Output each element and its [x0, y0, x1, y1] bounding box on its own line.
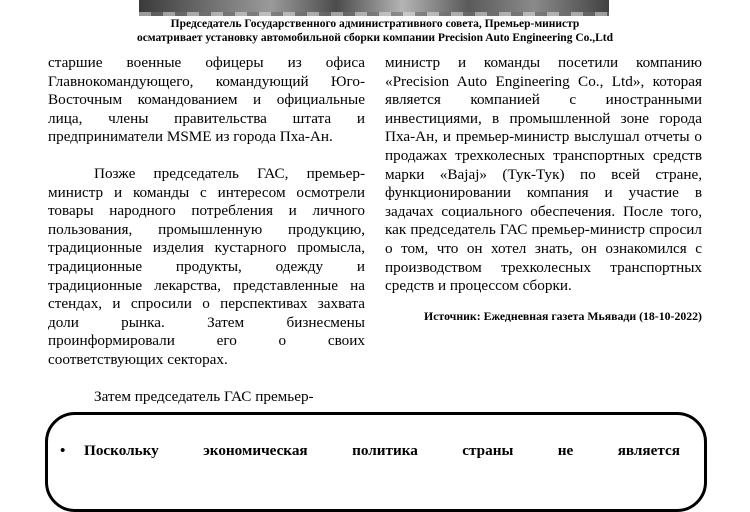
bullet-icon: •: [60, 442, 66, 459]
bullet-word: страны: [462, 442, 514, 459]
article-photo: [139, 0, 609, 16]
left-paragraph-1: старшие военные офицеры из офиса Главнокомандующего, командующий Юго-Восточным командованием и официальные лица, члены правительства штата и предприниматели MSME из города Пха-Ан.: [48, 54, 365, 146]
bullet-text: [84, 442, 680, 460]
left-column: [48, 54, 365, 406]
photo-caption: [60, 18, 690, 45]
bullet-word: политика: [352, 442, 418, 459]
bullet-word: является: [617, 442, 680, 459]
bullet-word: Поскольку: [84, 442, 159, 459]
right-column: [385, 54, 702, 323]
left-paragraph-2: Позже председатель ГАС, премьер-министр и команды с интересом осмотрели товары народного потребления и личного пользования, промышленную продукцию, традиционные изделия кустарного промысла, традиционные продукты, одежду и традиционные лекарства, представленные на стендах, и спросили о перспективах захвата доли рынка. Затем бизнесмены проинформировали его о своих соответствующих секторах.: [48, 164, 365, 368]
bullet-word: экономическая: [203, 442, 308, 459]
left-paragraph-3: Затем председатель ГАС премьер-: [94, 387, 314, 405]
caption-line-2: осматривает установку автомобильной сборки компании Precision Auto Engineering Co.,Ltd: [136, 31, 614, 44]
right-paragraph-1: министр и команды посетили компанию «Precision Auto Engineering Co., Ltd», которая является компанией с иностранными инвестициями, в промышленной зоне города Пха-Ан, и премьер-министр выслушал отчеты о продажах трехколесных транспортных средств марки «Bajaj» (Тук-Тук) по всей стране, функционировании компания и участие в задачах социального обеспечения. После того, как председатель ГАС премьер-министр спросил о том, что он хотел знать, он ознакомился с производством трехколесных транспортных средств и процессом сборки.: [385, 54, 702, 295]
bullet-word: не: [557, 442, 574, 459]
caption-line-1: Председатель Государственного административного совета, Премьер-министр: [170, 18, 580, 30]
source-citation: Источник: Ежедневная газета Мьявади (18-10-2022): [424, 308, 702, 323]
highlight-box: [45, 412, 707, 512]
